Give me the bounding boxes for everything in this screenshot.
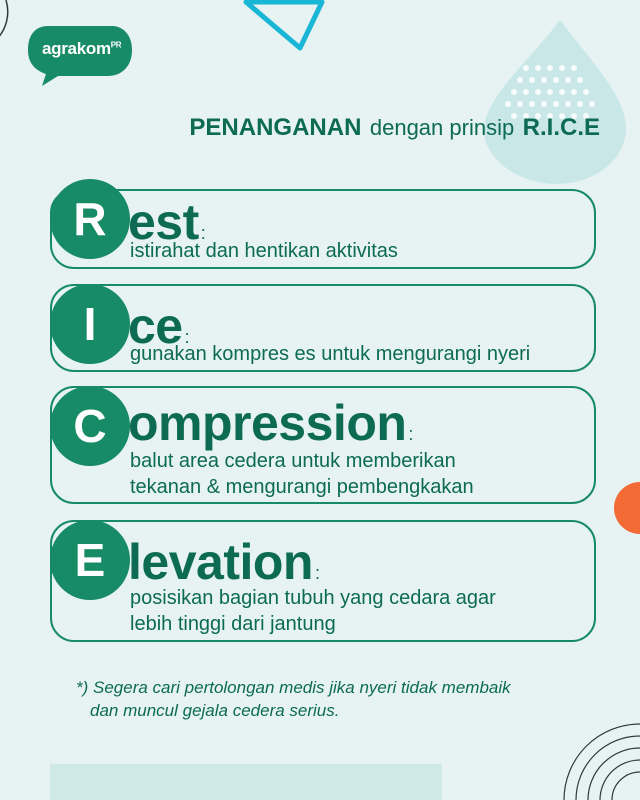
bottom-bar-decoration bbox=[50, 764, 442, 800]
rice-desc-rest: istirahat dan hentikan aktivitas bbox=[130, 240, 398, 262]
rice-word-ice: ce : bbox=[128, 298, 190, 354]
logo bbox=[28, 22, 132, 86]
orange-circle-decoration bbox=[614, 482, 640, 534]
rice-badge-e: E bbox=[50, 520, 130, 600]
rice-badge-c: C bbox=[50, 386, 130, 466]
headline-thin: dengan prinsip bbox=[369, 115, 515, 140]
rice-word-elevation: levation : bbox=[128, 534, 320, 590]
headline-strong: PENANGANAN bbox=[189, 114, 362, 141]
rice-desc-ice: gunakan kompres es untuk mengurangi nyeri bbox=[130, 343, 531, 365]
triangle-decoration bbox=[246, 2, 322, 48]
headline bbox=[0, 114, 600, 142]
rice-word-rest: est : bbox=[128, 194, 206, 250]
rice-desc-elevation: posisikan bagian tubuh yang cedara agar lebih tinggi dari jantung bbox=[130, 587, 496, 635]
headline-suffix: R.I.C.E bbox=[522, 114, 600, 141]
rice-word-compression: ompression : bbox=[128, 395, 413, 451]
rice-desc-compression: balut area cedera untuk memberikan tekanan & mengurangi pembengkakan bbox=[130, 450, 474, 498]
logo-text: agrakom$^{PR}$ bbox=[42, 39, 122, 58]
rice-badge-i: I bbox=[50, 284, 130, 364]
concentric-arcs-decoration bbox=[564, 724, 640, 800]
arc-top-left-decoration bbox=[0, 0, 8, 40]
footnote: *) Segera cari pertolongan medis jika nyeri tidak membaik dan muncul gejala cedera serius. bbox=[76, 678, 511, 720]
rice-badge-r: R bbox=[50, 179, 130, 259]
